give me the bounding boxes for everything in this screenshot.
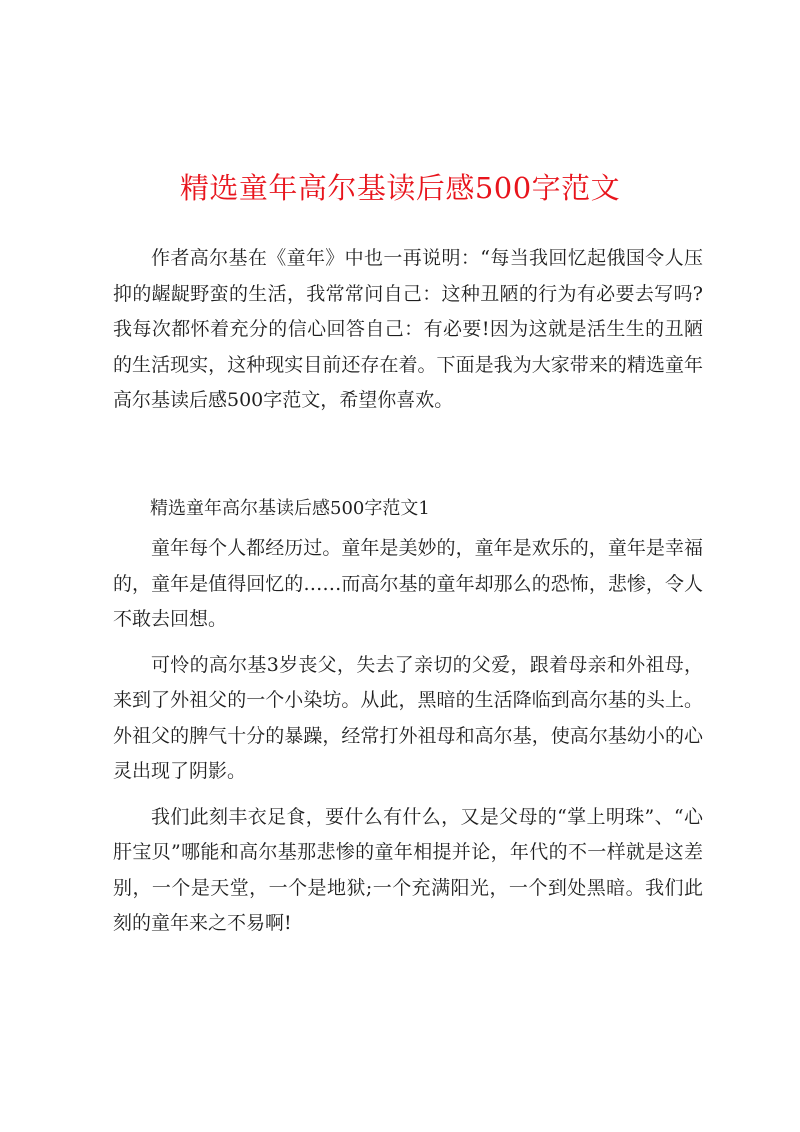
- essay-paragraph-1: 童年每个人都经历过。童年是美妙的，童年是欢乐的，童年是幸福的，童年是值得回忆的……而高尔基的童年却那么的恐怖，悲惨，令人不敢去回想。: [113, 537, 703, 630]
- section-heading: 精选童年高尔基读后感500字范文1: [150, 498, 430, 519]
- intro-section: [113, 241, 703, 419]
- intro-paragraph: 作者高尔基在《童年》中也一再说明：“每当我回忆起俄国令人压抑的龌龊野蛮的生活，我常常问自己：这种丑陋的行为有必要去写吗?我每次都怀着充分的信心回答自己：有必要!因为这就是活生生的丑陋的生活现实，这种现实目前还存在着。下面是我为大家带来的精选童年高尔基读后感500字范文，希望你喜欢。: [113, 247, 703, 411]
- essay-section: [113, 531, 703, 952]
- essay-paragraph-3: 我们此刻丰衣足食，要什么有什么，又是父母的“掌上明珠”、“心肝宝贝”哪能和高尔基那悲惨的童年相提并论，年代的不一样就是这差别，一个是天堂，一个是地狱;一个充满阳光，一个到处黑暗。我们此刻的童年来之不易啊!: [113, 805, 703, 934]
- essay-paragraph-2: 可怜的高尔基3岁丧父，失去了亲切的父爱，跟着母亲和外祖母，来到了外祖父的一个小染坊。从此，黑暗的生活降临到高尔基的头上。外祖父的脾气十分的暴躁，经常打外祖母和高尔基，使高尔基幼小的心灵出现了阴影。: [113, 653, 703, 782]
- page-title: 精选童年高尔基读后感500字范文: [179, 171, 621, 205]
